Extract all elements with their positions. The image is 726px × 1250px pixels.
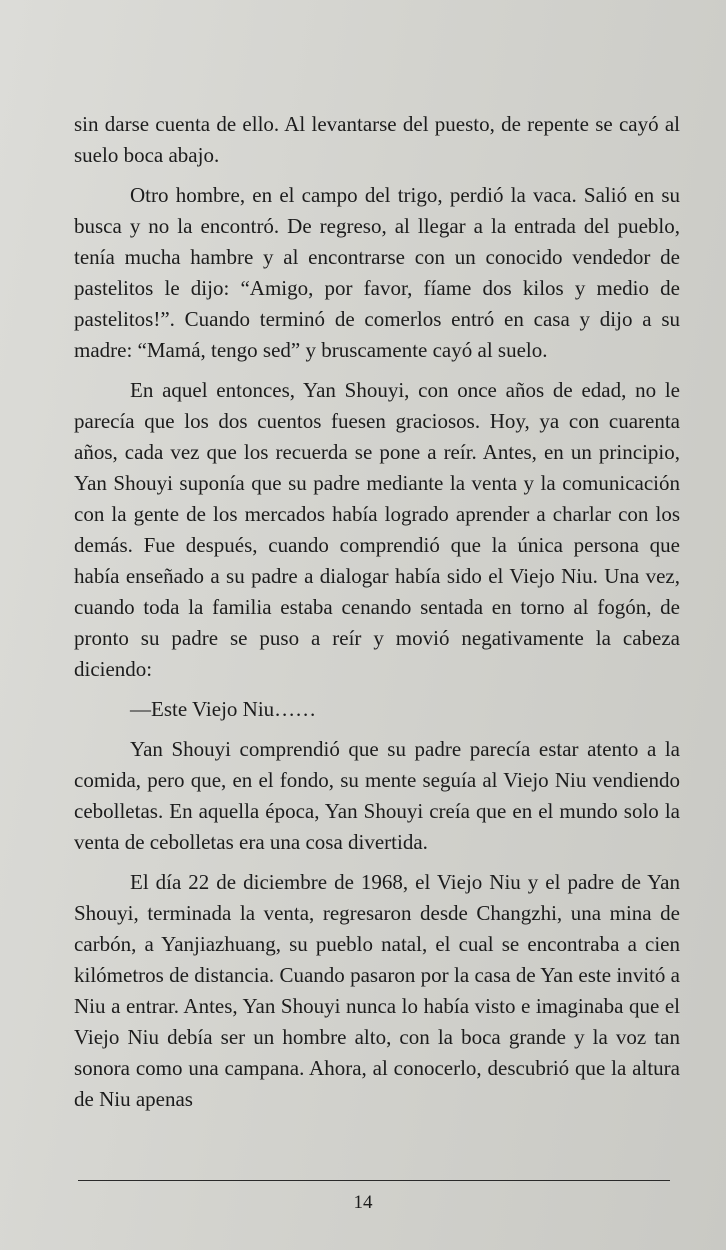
paragraph-3: En aquel entonces, Yan Shouyi, con once años de edad, no le parecía que los dos cuentos fuesen graciosos. Hoy, ya con cuarenta años, cada vez que los recuerda se pone a reír. Antes, en un principio, Yan Shouyi suponía que su padre mediante la venta y la comunicación con la gente de los mercados había logrado aprender a charlar con los demás. Fue después, cuando comprendió que la única persona que había enseñado a su padre a dialogar había sido el Viejo Niu. Una vez, cuando toda la familia estaba cenando sentada en torno al fogón, de pronto su padre se puso a reír y movió negativamente la cabeza diciendo: [74,378,680,681]
page-number: 14 [353,1192,373,1213]
paragraph-2: Otro hombre, en el campo del trigo, perdió la vaca. Salió en su busca y no la encontró. De regreso, al llegar a la entrada del pueblo, tenía mucha hambre y al encontrarse con un conocido vendedor de pastelitos le dijo: “Amigo, por favor, fíame dos kilos y medio de pastelitos!”. Cuando terminó de comerlos entró en casa y dijo a su madre: “Mamá, tengo sed” y bruscamente cayó al suelo. [74,183,680,362]
paragraph-4-dialogue: —Este Viejo Niu…… [130,697,317,721]
paragraph-1: sin darse cuenta de ello. Al levantarse del puesto, de repente se cayó al suelo boca abajo. [74,112,680,167]
body-text [74,109,680,1124]
paragraph-5: Yan Shouyi comprendió que su padre parecía estar atento a la comida, pero que, en el fondo, su mente seguía al Viejo Niu vendiendo cebolletas. En aquella época, Yan Shouyi creía que en el mundo solo la venta de cebolletas era una cosa divertida. [74,737,680,854]
footer-rule [78,1180,670,1181]
paragraph-6: El día 22 de diciembre de 1968, el Viejo Niu y el padre de Yan Shouyi, terminada la venta, regresaron desde Changzhi, una mina de carbón, a Yanjiazhuang, su pueblo natal, el cual se encontraba a cien kilómetros de distancia. Cuando pasaron por la casa de Yan este invitó a Niu a entrar. Antes, Yan Shouyi nunca lo había visto e imaginaba que el Viejo Niu debía ser un hombre alto, con la boca grande y la voz tan sonora como una campana. Ahora, al conocerlo, descubrió que la altura de Niu apenas [74,870,680,1111]
